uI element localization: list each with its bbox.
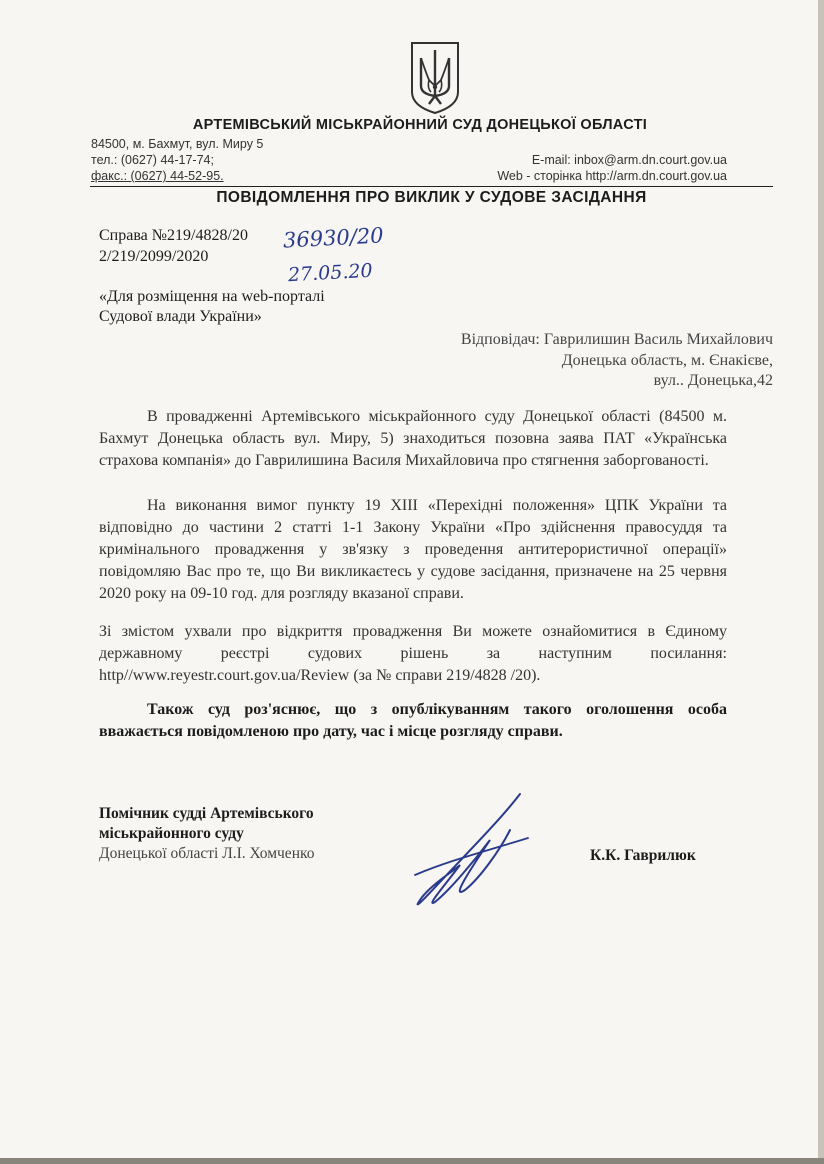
handwritten-registration-date: 27.05.20 (287, 259, 374, 287)
court-website: Web - сторінка http://arm.dn.court.gov.ua (497, 169, 727, 183)
body-paragraph-summons (99, 495, 727, 605)
notice-title: ПОВІДОМЛЕННЯ ПРО ВИКЛИК У СУДОВЕ ЗАСІДАННЯ (216, 189, 647, 206)
judge-name: К.К. Гаврилюк (590, 847, 696, 864)
signer-title-line-2: міськрайонного суду (99, 825, 244, 842)
court-address: 84500, м. Бахмут, вул. Миру 5 (91, 137, 264, 151)
trident-emblem-icon (409, 40, 461, 116)
court-name: АРТЕМІВСЬКИЙ МІСЬКРАЙОННИЙ СУД ДОНЕЦЬКОЇ ОБЛАСТІ (192, 117, 648, 133)
body-paragraph-proceedings (99, 406, 727, 472)
paragraph-text: На виконання вимог пункту 19 XIII «Перехідні положення» ЦПК України та відповідно до частини 2 статті 1-1 Закону України «Про здійснення правосуддя та кримінального провадження у зв'язку з проведення антитерористичної операції» повідомляю Вас про те, що Ви викликаєтесь у судове засідання, призначене на 25 червня 2020 року на 09-10 год. для розгляду вказаної справи. (99, 497, 727, 602)
header-divider (90, 186, 773, 187)
proceeding-number: 2/219/2099/2020 (99, 248, 209, 265)
portal-note-line-1: «Для розміщення на web-порталі (99, 288, 325, 305)
signature-icon (400, 790, 535, 915)
paragraph-text: В провадженні Артемівського міськрайонного суду Донецької області (84500 м. Бахмут Донецька область вул. Миру, 5) знаходиться позовна заява ПАТ «Українська страхова компанія» до Гаврилишина Василя Михайловича про стягнення заборгованості. (99, 408, 727, 469)
case-number: Справа №219/4828/20 (99, 227, 248, 244)
scan-edge-bottom (0, 1158, 824, 1164)
handwritten-registration-number: 36930/20 (282, 223, 385, 253)
scan-edge-right (818, 0, 824, 1164)
court-fax: факс.: (0627) 44-52-95. (91, 169, 224, 183)
court-email: E-mail: inbox@arm.dn.court.gov.ua (531, 153, 727, 167)
court-phone: тел.: (0627) 44-17-74; (91, 153, 214, 167)
respondent-street: вул.. Донецька,42 (653, 372, 773, 389)
signer-title-line-1: Помічник судді Артемівського (99, 805, 314, 822)
signer-title-line-3: Донецької області Л.І. Хомченко (99, 845, 315, 862)
body-paragraph-clarification (99, 699, 727, 743)
portal-note-line-2: Судової влади України» (99, 308, 262, 325)
respondent-name: Відповідач: Гаврилишин Василь Михайлович (460, 331, 773, 348)
paragraph-text: Також суд роз'яснює, що з опублікуванням такого оголошення особа вважається повідомленою про дату, час і місце розгляду справи. (99, 701, 727, 740)
respondent-region: Донецька область, м. Єнакієве, (561, 352, 773, 369)
body-paragraph-registry (99, 621, 727, 687)
paragraph-text: Зі змістом ухвали про відкриття провадження Ви можете ознайомитися в Єдиному державному реєстрі судових рішень за наступним посилання: http//www.reyestr.court.gov.ua/Review (за № справи 219/4828 /20). (99, 623, 727, 684)
